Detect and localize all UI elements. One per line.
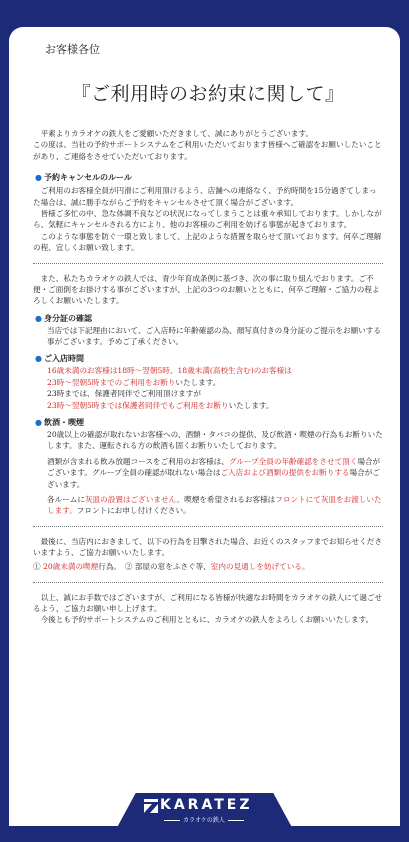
- karatez-logo: [144, 799, 264, 839]
- logo-wordmark: KARATEZ: [160, 797, 253, 813]
- closing-paragraph: 以上、誠にお手数ではございますが、ご利用になる皆様が快適なお時間をカラオケの鉄人にて過ごせるよう、ご協力お願い申し上げます。: [33, 592, 383, 614]
- cancel-paragraph: 皆様ご多忙の中、急な体調不良などの状況になってしまうことは重々承知しております。しかしながら、気軽にキャンセルされる方により、他のお客様のご利用を妨げる事態が起きております。: [33, 208, 382, 230]
- dotted-divider: [33, 526, 383, 527]
- closing-paragraph: 今後とも予約サポートシステムのご利用とともに、カラオケの鉄人をよろしくお願いいたします。: [40, 615, 374, 625]
- page-title: 『ご利用時のお約束に関して』: [71, 83, 345, 105]
- bullet-dot-icon: ●: [35, 313, 42, 323]
- prohibited-acts: ① 20歳未満の喫煙行為。 ② 部屋の窓をふさぐ等、室内の見通しを妨げている。: [33, 561, 310, 571]
- entry-time-body: [33, 365, 383, 411]
- entry-time-line: 23時までは、保護者同伴でご利用頂けますが: [47, 389, 201, 399]
- drink-smoke-heading: ● 飲酒・喫煙: [35, 418, 84, 428]
- drink-smoke-paragraph: 酒類が含まれる飲み放題コースをご利用のお客様は、グループ全員の年齢確認をさせて頂く場合がございます。グループ全員の確認が取れない場合はご入店および酒類の提供をお断りする場合がございます。: [47, 456, 381, 489]
- intro: [33, 128, 383, 162]
- dotted-divider: [33, 263, 383, 264]
- entry-time-line: 23時～翌朝5時までのご利用をお断りいたします。: [47, 377, 221, 387]
- logo-subtitle: カラオケの鉄人: [154, 815, 254, 824]
- entry-time-heading: ● ご入店時間: [35, 354, 84, 364]
- bullet-dot-icon: ●: [35, 173, 42, 183]
- cancel-paragraph: このような事態を防ぐ一環と致しまして、上記のような措置を取らせて頂いております。何卒ご理解の程、宜しくお願い致します。: [33, 231, 382, 253]
- cancel-rule-heading: ● 予約キャンセルのルール: [35, 173, 132, 183]
- drink-smoke-paragraph: 各ルームに灰皿の設置はございません。喫煙を希望されるお客様はフロントにて灰皿をお渡しいたします。フロントにお申し付けください。: [47, 494, 382, 516]
- notice-card: [9, 27, 400, 842]
- notice-content: [33, 41, 383, 626]
- drink-smoke-paragraph: 20歳以上の確認が取れないお客様への、酒類・タバコの提供、及び飲酒・喫煙の行為もお断りいたします。また、運転される方の飲酒も固くお断りいたしております。: [47, 430, 383, 451]
- id-check-heading: ● 身分証の確認: [35, 313, 92, 323]
- entry-time-red-line: 16歳未満のお客様は18時～翌朝5時、18歳未満(高校生含む)のお客様は: [47, 366, 292, 376]
- ordinance-text: また、私たちカラオケの鉄人では、青少年育成条例に基づき、次の事に取り組んでおります。ご不便・ご面倒をお掛けする事がございますが、上記の3つのお願いとともに、何卒ご理解・ご協力の程よろしくお願いいたします。: [33, 273, 380, 306]
- intro-line-2: この度は、当社の予約サポートシステムをご利用いただいております皆様へご確認をお願いしたいことがあり、ご連絡をさせていただいております。: [33, 140, 382, 161]
- closing-notice: 最後に、当店内におきまして、以下の行為を目撃された場合、お近くのスタッフまでお知らせくださいますよう、ご協力お願いいたします。: [33, 536, 382, 558]
- drink-smoke-body: [33, 429, 383, 517]
- bullet-dot-icon: ●: [35, 418, 42, 428]
- greeting: お客様各位: [45, 43, 100, 56]
- karatez-mark-icon: [144, 799, 158, 813]
- id-check-body: 当店では下記理由において、ご入店時に年齢確認の為、顔写真付きの身分証のご提示をお願いする事がございます。予めご了承ください。: [47, 325, 381, 347]
- closing: [33, 592, 383, 626]
- bullet-dot-icon: ●: [35, 354, 42, 364]
- dotted-divider: [33, 582, 383, 583]
- intro-line-1: 平素よりカラオケの鉄人をご愛顧いただきまして、誠にありがとうございます。: [40, 129, 314, 138]
- entry-time-line: 23時～翌朝5時までは保護者同伴でもご利用をお断りいたします。: [47, 400, 274, 410]
- cancel-paragraph: ご利用のお客様全員が円滑にご利用頂けるよう、店舗への連絡なく、予約時間を15分過ぎてしまった場合は、誠に勝手ながらご予約をキャンセルさせて頂く場合がございます。: [33, 186, 377, 207]
- cancel-rule-body: [33, 185, 383, 253]
